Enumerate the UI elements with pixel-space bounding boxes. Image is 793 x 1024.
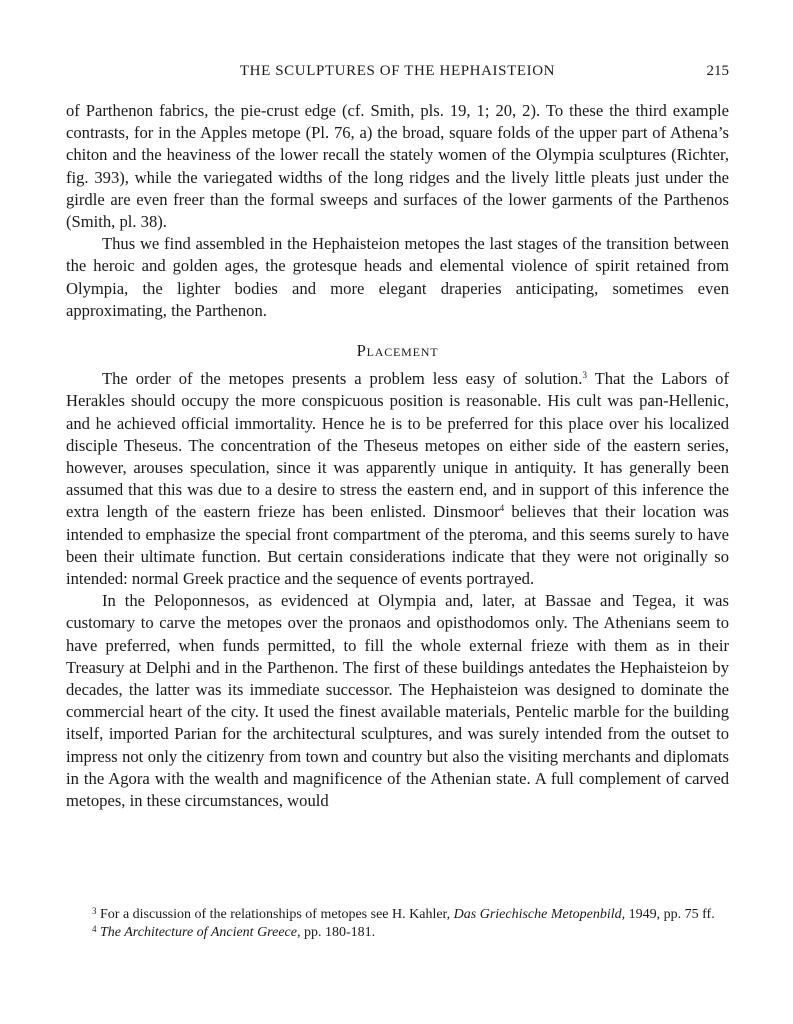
footnote-ref-4[interactable]: 4: [499, 503, 505, 514]
footnote-3-title: Das Griechische Metopenbild,: [453, 907, 626, 922]
text-span: believes that their location was intended to emphasize the special front compartment of the pteroma, and this seems surely to have been their ultimate function. But certain considerations indicate that they were not originally so intended: normal Greek practice and the sequence of events portrayed.: [66, 502, 729, 589]
main-text: [66, 100, 729, 812]
text-span: That the Labors of Herakles should occupy the more conspicuous position is reasonable. His cult was pan-Hellenic, and he achieved official immortality. Hence he is to be preferred for this place over his localized disciple Theseus. The concentration of the Theseus metopes on either side of the eastern series, however, arouses speculation, since it was apparently unique in antiquity. It has generally been assumed that this was due to a desire to stress the eastern end, and in support of this inference the extra length of the eastern frieze has been enlisted. Dinsmoor: [66, 369, 729, 522]
running-title: THE SCULPTURES OF THE HEPHAISTEION: [239, 63, 556, 79]
footnote-4-title: The Architecture of Ancient Greece,: [100, 925, 301, 940]
footnote-3-text: For a discussion of the relationships of metopes see H. Kahler,: [96, 907, 454, 922]
footnote-3-rest: 1949, pp. 75 ff.: [625, 907, 715, 922]
footnotes: [66, 906, 729, 942]
footnote-3: [66, 906, 729, 924]
page-header: [66, 63, 729, 85]
section-heading: Placement: [356, 341, 439, 361]
footnote-4-marker: 4: [92, 924, 97, 934]
page-number: 215: [706, 63, 729, 79]
footnote-3-marker: 3: [92, 906, 97, 916]
paragraph-continued: of Parthenon fabrics, the pie-crust edge (cf. Smith, pls. 19, 1; 20, 2). To these the third example contrasts, for in the Apples metope (Pl. 76, a) the broad, square folds of the upper part of Athena’s chiton and the heaviness of the lower recall the stately women of the Olympia sculptures (Richter, fig. 393), while the variegated widths of the long ridges and the lively little pleats just under the girdle are even freer than the formal sweeps and surfaces of the lower garments of the Parthenos (Smith, pl. 38).: [66, 101, 729, 232]
text-span: The order of the metopes presents a problem less easy of solution.: [102, 369, 583, 389]
footnote-4-rest: pp. 180-181.: [300, 925, 376, 940]
paragraph-placement-order: [66, 368, 729, 590]
footnote-ref-3[interactable]: 3: [582, 370, 587, 381]
paragraph-peloponnesos: In the Peloponnesos, as evidenced at Olympia and, later, at Bassae and Tegea, it was customary to carve the metopes over the pronaos and opisthodomos only. The Athenians seem to have preferred, when funds permitted, to fill the whole external frieze with them as in their Treasury at Delphi and in the Parthenon. The first of these buildings antedates the Hephaisteion by decades, the latter was its immediate successor. The Hephaisteion was designed to dominate the commercial heart of the city. It used the finest available materials, Pentelic marble for the building itself, imported Parian for the architectural sculptures, and was surely intended from the outset to impress not only the citizenry from town and country but also the visiting merchants and diplomats in the Agora with the wealth and magnificence of the Athenian state. A full complement of carved metopes, in these circumstances, would: [66, 591, 729, 811]
footnote-4: [66, 924, 729, 942]
paragraph-transition: Thus we find assembled in the Hephaisteion metopes the last stages of the transition between the heroic and golden ages, the grotesque heads and elemental violence of spirit retained from Olympia, the lighter bodies and more elegant draperies anticipating, sometimes even approximating, the Parthenon.: [66, 234, 729, 320]
